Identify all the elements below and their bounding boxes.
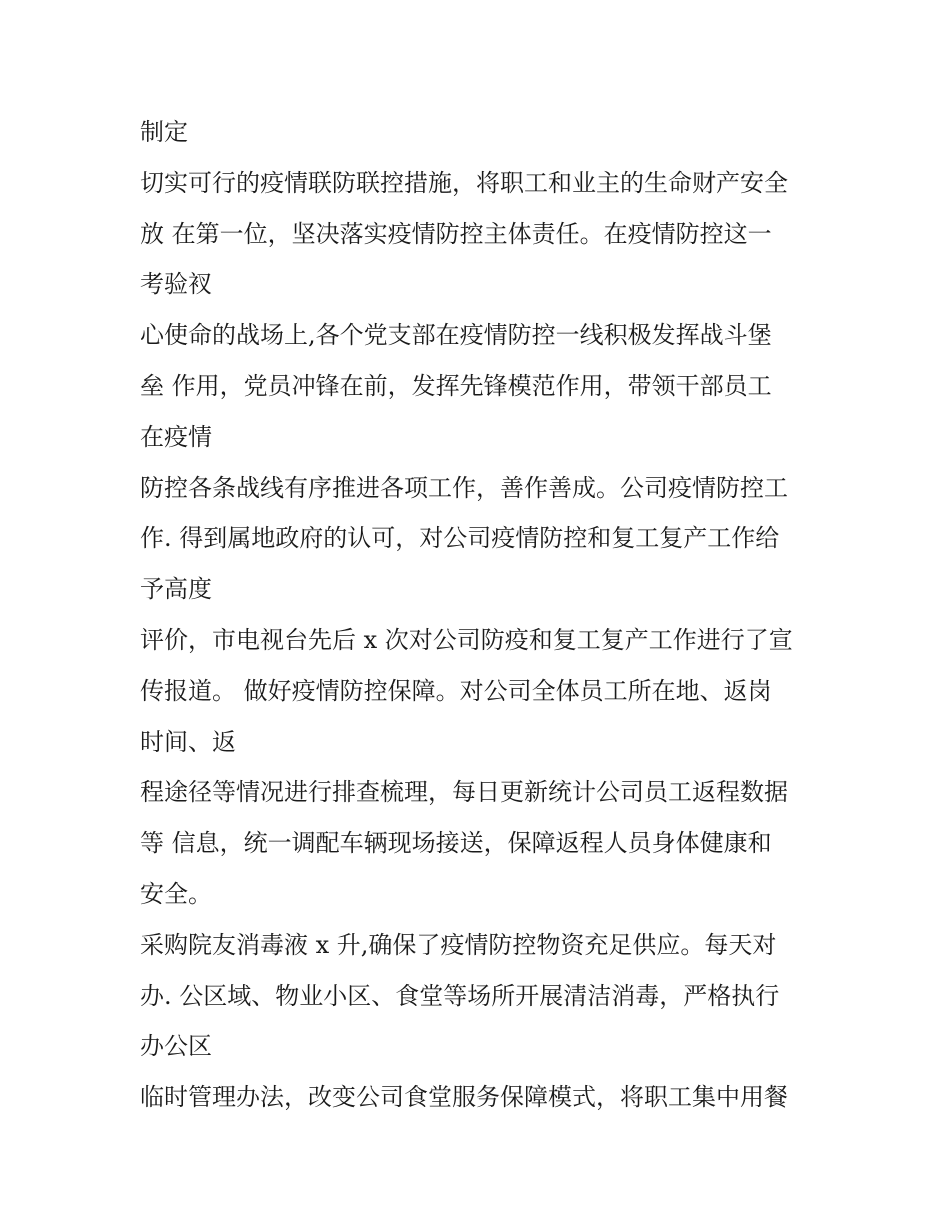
text-line: 考验衩 <box>140 270 212 299</box>
text-line: 传报道。 做好疫情防控保障。对公司全体员工所在地、返岗 <box>140 676 772 705</box>
text-line: 临时管理办法，改变公司食堂服务保障模式，将职工集中用餐 <box>140 1083 788 1112</box>
text-line: 在疫情 <box>140 422 212 451</box>
text-line: 采购院友消毒液 x 升,确保了疫情防控物资充足供应。每天对 <box>140 930 777 959</box>
text-line: 切实可行的疫情联防联控措施，将职工和业主的生命财产安全 <box>140 168 788 197</box>
text-line: 办. 公区域、物业小区、食堂等场所开展清洁消毒，严格执行 <box>140 981 780 1010</box>
text-line: 放 在第一位，坚决落实疫情防控主体责任。在疫情防控这一 <box>140 219 772 248</box>
text-line: 等 信息，统一调配车辆现场接送，保障返程人员身体健康和 <box>140 829 772 858</box>
text-line: 心使命的战场上,各个党支部在疫情防控一线积极发挥战斗堡 <box>140 321 772 350</box>
text-line: 安全。 <box>140 879 212 908</box>
text-line: 程途径等情况进行排查梳理，每日更新统计公司员工返程数据 <box>140 778 788 807</box>
document-body <box>140 107 830 1123</box>
text-line: 予高度 <box>140 575 212 604</box>
text-line: 防控各条战线有序推进各项工作，善作善成。公司疫情防控工 <box>140 473 788 502</box>
text-line: 时间、返 <box>140 727 236 756</box>
text-line: 办公区 <box>140 1032 212 1061</box>
text-line: 评价，市电视台先后 x 次对公司防疫和复工复产工作进行了宣 <box>140 625 793 654</box>
text-line: 作. 得到属地政府的认可，对公司疫情防控和复工复产工作给 <box>140 524 780 553</box>
text-line: 垒 作用，党员冲锋在前，发挥先锋模范作用，带领干部员工 <box>140 371 772 400</box>
text-line: 制定 <box>140 118 188 146</box>
